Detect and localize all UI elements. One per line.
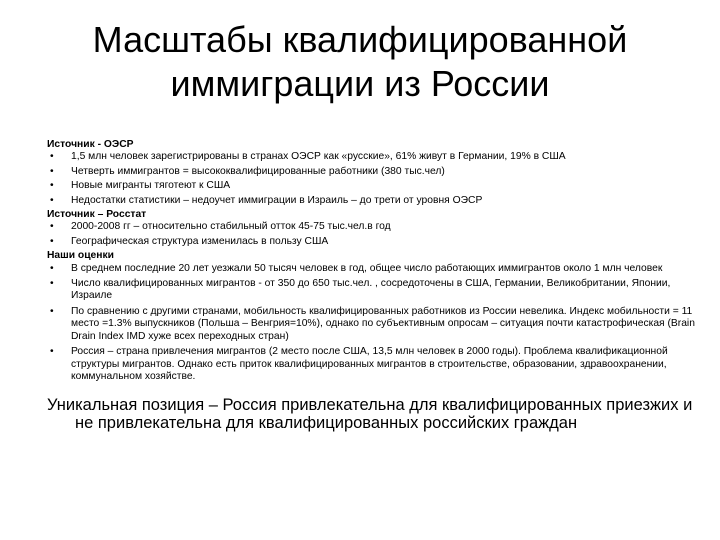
list-item-text: Новые мигранты тяготеют к США [71, 180, 231, 192]
section-heading-oecd: Источник - ОЭСР [47, 139, 134, 150]
slide-body [47, 139, 697, 386]
bullet-icon: • [50, 151, 54, 163]
list-item [47, 236, 697, 248]
section-heading-rosstat: Источник – Росстат [47, 209, 147, 221]
list-item [47, 195, 697, 207]
bullet-icon: • [50, 278, 54, 290]
bullet-icon: • [50, 165, 54, 177]
conclusion-text: Уникальная позиция – Россия привлекательна для квалифицированных приезжих и не привлекательна для квалифицированных российских граждан [47, 396, 693, 432]
list-item-text: 1,5 млн человек зарегистрированы в странах ОЭСР как «русские», 61% живут в Германии, 19% в США [71, 151, 566, 163]
list-item-text: По сравнению с другими странами, мобильность квалифицированных работников из России невелика. Индекс мобильности = 11 место =1.3% выпускников (Польша – Венгрия=10%), однако по субъективным опросам – ситуация почти катастрофическая (Brain Drain Index IMD хуже всех переходных стран) [71, 305, 695, 342]
slide-title-line-1: Масштабы квалифицированной [92, 19, 628, 60]
list-item [47, 151, 697, 163]
list-item [47, 346, 697, 383]
list-item [47, 278, 697, 303]
bullet-icon: • [50, 262, 54, 274]
bullet-icon: • [50, 305, 54, 317]
bullet-icon: • [50, 235, 54, 247]
slide-title-line-2: иммиграции из России [170, 63, 550, 104]
list-item [47, 180, 697, 192]
section-heading-our-estimates: Наши оценки [47, 250, 114, 262]
list-item [47, 221, 697, 233]
list-item-text: Число квалифицированных мигрантов - от 350 до 650 тыс.чел. , сосредоточены в США, Германии, Великобритании, Японии, Израиле [71, 278, 671, 302]
list-item-text: Недостатки статистики – недоучет иммиграции в Израиль – до трети от уровня ОЭСР [71, 194, 483, 206]
slide-title [40, 18, 680, 106]
bullet-icon: • [50, 346, 54, 358]
list-item-text: 2000-2008 гг – относительно стабильный отток 45-75 тыс.чел.в год [71, 221, 391, 233]
list-item-text: Географическая структура изменилась в пользу США [71, 235, 329, 247]
bullet-icon: • [50, 194, 54, 206]
list-item [47, 306, 697, 343]
list-item-text: Россия – страна привлечения мигрантов (2 место после США, 13,5 млн человек в 2000 годы). Проблема квалификационной структуры мигрантов. Однако есть приток квалифицированных мигрантов в строительстве, образовании, здравоохранении, коммунальном хозяйстве. [71, 346, 668, 382]
bullet-icon: • [50, 180, 54, 192]
list-item [47, 166, 697, 178]
list-item-text: В среднем последние 20 лет уезжали 50 тысяч человек в год, общее число работающих иммигрантов около 1 млн человек [71, 262, 663, 274]
list-item-text: Четверть иммигрантов = высококвалифицированные работники (380 тыс.чел) [71, 165, 445, 177]
bullet-icon: • [50, 221, 54, 233]
list-item [47, 263, 697, 275]
